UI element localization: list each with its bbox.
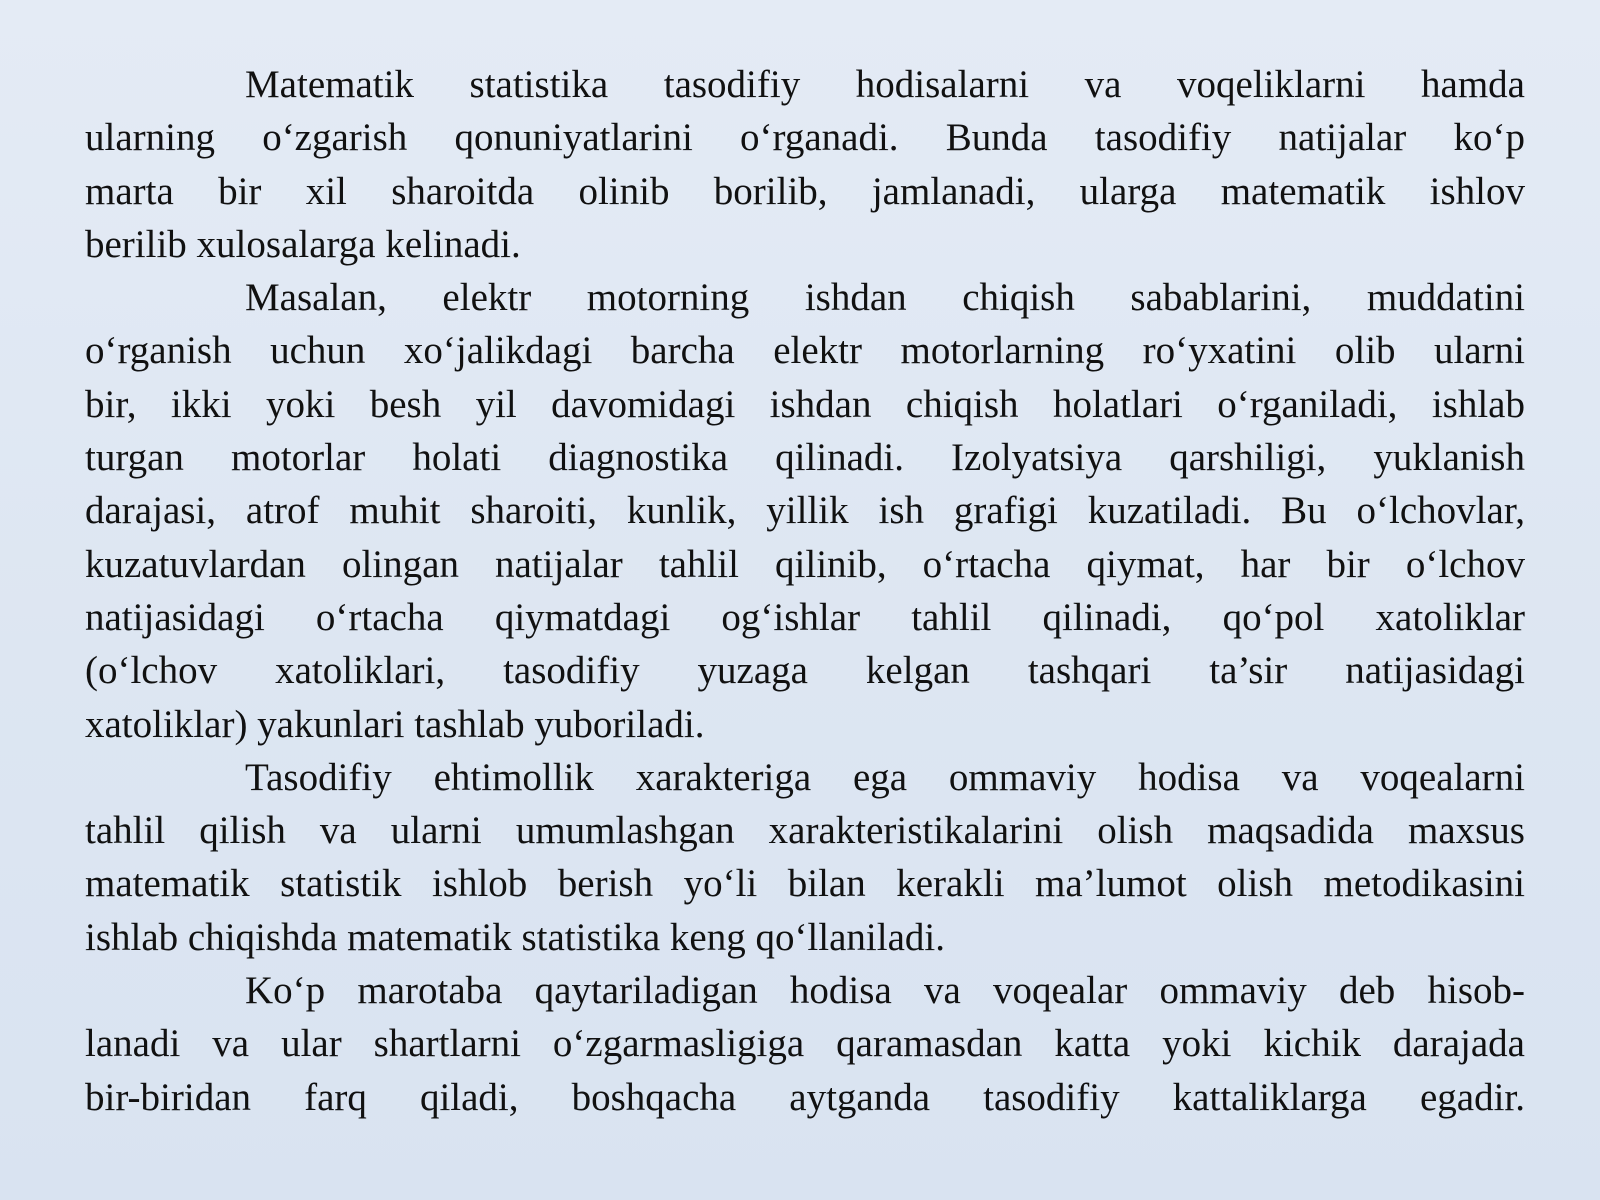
text-line: Matematik statistika tasodifiy hodisalarni va voqeliklarni hamda bbox=[245, 63, 1525, 106]
text-line: marta bir xil sharoitda olinib borilib, jamlanadi, ularga matematik ishlov bbox=[85, 169, 1525, 213]
text-line: matematik statistik ishlob berish yo‘li bilan kerakli ma’lumot olish metodikasini bbox=[85, 862, 1525, 906]
text-line: natijasidagi o‘rtacha qiymatdagi og‘ishlar tahlil qilinadi, qo‘pol xatoliklar bbox=[85, 595, 1525, 639]
text-line: o‘rganish uchun xo‘jalikdagi barcha elektr motorlarning ro‘yxatini olib ularni bbox=[85, 329, 1525, 373]
text-line: Ko‘p marotaba qaytariladigan hodisa va voqealar ommaviy deb hisob- bbox=[245, 969, 1525, 1013]
text-line: (o‘lchov xatoliklari, tasodifiy yuzaga kelgan tashqari ta’sir natijasidagi bbox=[85, 649, 1525, 693]
text-line: tahlil qilish va ularni umumlashgan xarakteristikalarini olish maqsadida maxsus bbox=[85, 809, 1525, 853]
text-line: Masalan, elektr motorning ishdan chiqish sabablarini, muddatini bbox=[245, 276, 1525, 320]
text-line: lanadi va ular shartlarni o‘zgarmasligiga qaramasdan katta yoki kichik darajada bbox=[85, 1022, 1525, 1066]
text-line: ularning o‘zgarish qonuniyatlarini o‘rganadi. Bunda tasodifiy natijalar ko‘p bbox=[85, 116, 1525, 160]
text-line: Tasodifiy ehtimollik xarakteriga ega ommaviy hodisa va voqealarni bbox=[245, 755, 1525, 799]
text-line: turgan motorlar holati diagnostika qilinadi. Izolyatsiya qarshiligi, yuklanish bbox=[85, 436, 1525, 480]
text-line: bir, ikki yoki besh yil davomidagi ishdan chiqish holatlari o‘rganiladi, ishlab bbox=[85, 382, 1525, 426]
paragraph-1 bbox=[85, 58, 1525, 271]
text-slide bbox=[85, 58, 1525, 1124]
text-line: darajasi, atrof muhit sharoiti, kunlik, yillik ish grafigi kuzatiladi. Bu o‘lchovlar, bbox=[85, 489, 1525, 533]
text-line: bir-biridan farq qiladi, boshqacha aytganda tasodifiy kattaliklarga egadir. bbox=[85, 1075, 1525, 1119]
paragraph-4 bbox=[85, 964, 1525, 1124]
text-line: berilib xulosalarga kelinadi. bbox=[85, 222, 521, 266]
text-line: kuzatuvlardan olingan natijalar tahlil qilinib, o‘rtacha qiymat, har bir o‘lchov bbox=[85, 542, 1525, 586]
text-line: ishlab chiqishda matematik statistika keng qo‘llaniladi. bbox=[85, 915, 945, 959]
paragraph-2 bbox=[85, 271, 1525, 751]
paragraph-3 bbox=[85, 751, 1525, 964]
text-line: xatoliklar) yakunlari tashlab yuboriladi. bbox=[85, 702, 705, 746]
